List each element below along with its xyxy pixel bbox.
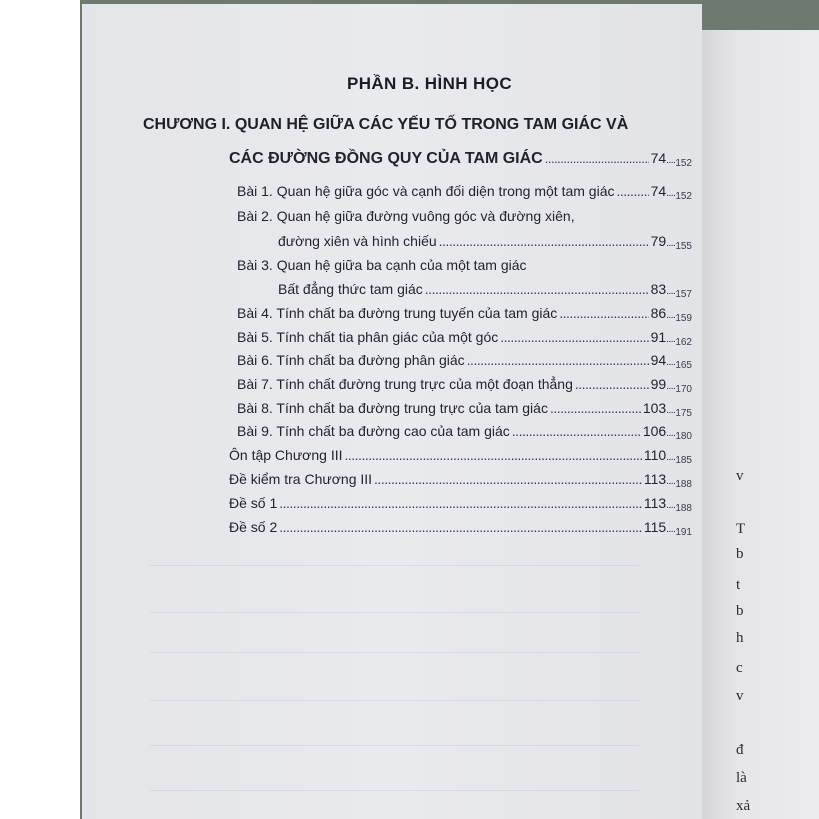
facing-page [702,30,819,819]
bleed-line [150,565,640,566]
toc-entry-page: 83 [650,281,667,297]
toc-entry-page-solution: 155 [675,241,692,252]
toc-entry-page: 79 [650,233,667,249]
facing-page-text: t [736,577,741,593]
leader-dots [512,423,641,439]
chapter-title-line2 [229,150,692,168]
leader-dots [575,376,649,392]
toc-entry-page-solution: 175 [675,408,692,419]
toc-entry [278,233,692,252]
toc-entry-page: 106 [642,423,667,439]
part-title: PHẦN B. HÌNH HỌC [346,74,513,93]
page-separator: .... [666,155,676,166]
toc-entry-sublabel: Bất đẳng thức tam giác [278,281,423,297]
toc-entry-label: Bài 3. Quan hệ giữa ba cạnh của một tam giác [237,257,527,273]
facing-page-text: xả [736,798,751,814]
toc-entry-label: Đề số 1 [229,495,278,511]
page-separator: .... [666,310,676,321]
bleed-line [150,700,640,701]
leader-dots [345,447,642,463]
toc-entry [229,471,692,490]
facing-page-text: là [736,770,747,786]
toc-entry [278,281,692,300]
leader-dots [425,281,649,297]
toc-entry-page-solution: 159 [675,313,692,324]
toc-entry [237,352,692,371]
toc-entry-page: 103 [642,400,667,416]
toc-entry-page-solution: 188 [675,503,692,514]
toc-entry-page: 74 [650,183,667,199]
leader-dots [500,329,648,345]
leader-dots [374,471,642,487]
toc-entry-page-solution: 188 [675,479,692,490]
toc-entry [229,447,692,466]
leader-dots [559,305,648,321]
toc-entry-page-solution: 162 [675,337,692,348]
chapter-page-solution: 152 [675,158,692,169]
page-separator: .... [666,476,676,487]
toc-entry-page: 115 [643,519,667,535]
leader-dots [279,519,642,535]
bleed-line [150,652,640,653]
toc-entry-label: Bài 8. Tính chất ba đường trung trực của tam giác [237,400,548,416]
leader-dots [467,352,649,368]
leader-dots [550,400,641,416]
leader-dots [439,233,649,249]
chapter-page: 74 [650,150,667,166]
toc-entry-page-solution: 185 [675,455,692,466]
toc-entry-label: Ôn tập Chương III [229,447,343,463]
toc-entry-page-solution: 152 [675,191,692,202]
toc-entry [237,329,692,348]
toc-entry-label: Đề kiểm tra Chương III [229,471,373,487]
toc-entry [229,495,692,514]
facing-page-text: T [736,521,746,537]
page-separator: .... [666,452,676,463]
leader-dots [617,183,649,199]
bleed-line [150,790,640,791]
toc-entry [237,376,692,395]
page-separator: .... [666,238,676,249]
leader-dots [545,151,649,166]
toc-entry [237,305,692,324]
toc-entry-page-solution: 191 [675,527,692,538]
toc-entry [237,183,692,202]
toc-entry-page-solution: 170 [675,384,692,395]
toc-entry-label: Đề số 2 [229,519,278,535]
toc-entry-label: Bài 4. Tính chất ba đường trung tuyến của tam giác [237,305,558,321]
facing-page-text: c [736,660,743,676]
page-separator: .... [666,357,676,368]
toc-entry-label: Bài 1. Quan hệ giữa góc và cạnh đối diện trong một tam giác [237,183,615,199]
bleed-line [150,612,640,613]
page-separator: .... [666,334,676,345]
bleed-line [150,745,640,746]
chapter-title-line2-text: CÁC ĐƯỜNG ĐỒNG QUY CỦA TAM GIÁC [229,150,543,167]
page-separator: .... [666,188,676,199]
toc-entry-page: 91 [650,329,667,345]
page-separator: .... [666,500,676,511]
facing-page-text: h [736,630,744,646]
toc-entry-page: 94 [650,352,667,368]
page-separator: .... [666,286,676,297]
facing-page-text: v [736,468,744,484]
page-separator: .... [666,381,676,392]
toc-entry-page: 113 [643,471,667,487]
page-separator: .... [666,524,676,535]
facing-page-text: b [736,546,744,562]
facing-page-text: v [736,688,744,704]
toc-entry-page-solution: 180 [675,431,692,442]
chapter-title-line1: CHƯƠNG I. QUAN HỆ GIỮA CÁC YẾU TỐ TRONG TAM GIÁC VÀ [143,116,629,133]
toc-entry-page-solution: 157 [675,289,692,300]
toc-entry [237,400,692,419]
toc-entry-label: Bài 2. Quan hệ giữa đường vuông góc và đường xiên, [237,208,575,224]
toc-entry-page-solution: 165 [675,360,692,371]
toc-entry-page: 110 [643,447,667,463]
page-separator: .... [666,405,676,416]
toc-entry [229,519,692,538]
page-separator: .... [666,428,676,439]
toc-entry-label: Bài 5. Tính chất tia phân giác của một góc [237,329,499,345]
toc-entry-page: 86 [650,305,667,321]
toc-entry-label: Bài 6. Tính chất ba đường phân giác [237,352,465,368]
facing-page-text: b [736,603,744,619]
facing-page-text: đ [736,742,744,758]
toc-entry-page: 113 [643,495,667,511]
toc-entry-label: Bài 9. Tính chất ba đường cao của tam giác [237,423,510,439]
toc-entry-label: Bài 7. Tính chất đường trung trực của một đoạn thẳng [237,376,573,392]
leader-dots [279,495,642,511]
toc-entry-sublabel: đường xiên và hình chiếu [278,233,437,249]
toc-entry-page: 99 [650,376,667,392]
toc-entry [237,423,692,442]
